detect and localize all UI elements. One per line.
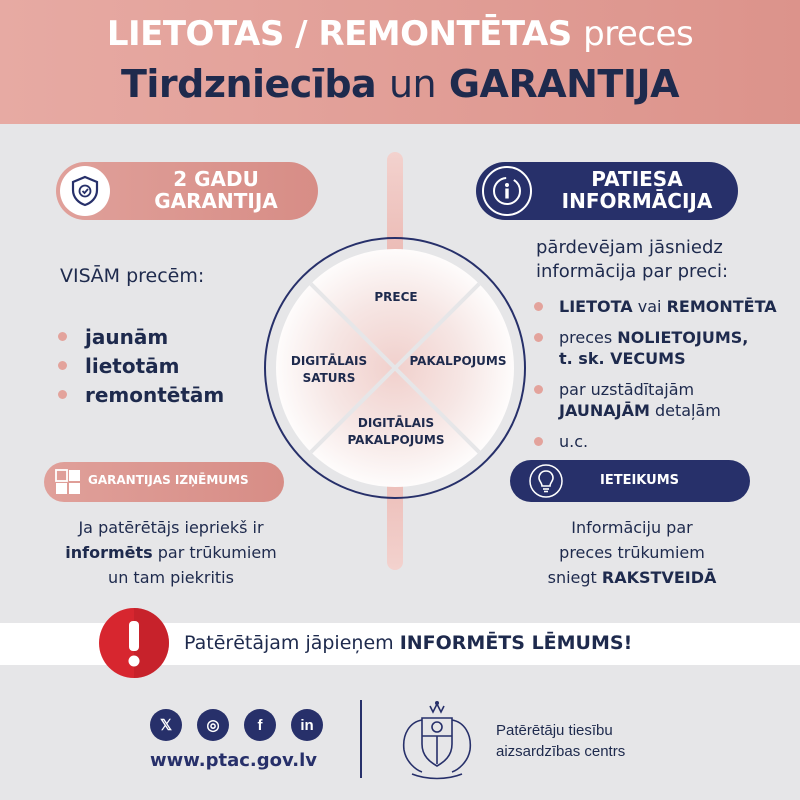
segment-goods: PRECE bbox=[374, 290, 418, 304]
exclamation-icon bbox=[98, 607, 170, 679]
list-item bbox=[58, 380, 224, 409]
text: detaļām bbox=[654, 401, 721, 420]
facebook-icon[interactable]: f bbox=[244, 709, 276, 741]
footer-divider bbox=[360, 700, 362, 778]
list-item-text: jaunām bbox=[85, 324, 169, 349]
bullet-icon bbox=[534, 437, 543, 446]
segment-services: PAKALPOJUMS bbox=[409, 354, 507, 368]
list-item bbox=[534, 296, 796, 317]
text: vai bbox=[637, 297, 662, 316]
linkedin-icon[interactable]: in bbox=[291, 709, 323, 741]
segment-text: SATURS bbox=[302, 371, 356, 385]
info-intro-1: pārdevējam jāsniedz bbox=[536, 237, 723, 258]
bold-text: t. sk. VECUMS bbox=[559, 349, 686, 368]
segment-text: DIGITĀLAIS bbox=[357, 416, 435, 430]
text: Patērētājam jāpieņem bbox=[184, 632, 394, 654]
note-line bbox=[512, 565, 752, 590]
bold-text: INFORMĒTS LĒMUMS! bbox=[399, 632, 633, 654]
warranty-intro: VISĀM precēm: bbox=[60, 265, 205, 287]
list-item-text: u.c. bbox=[559, 432, 589, 451]
info-list bbox=[534, 296, 796, 462]
bullet-icon bbox=[534, 333, 543, 342]
list-item-text: remontētām bbox=[85, 382, 225, 407]
list-item bbox=[534, 327, 796, 369]
bold-text: LIETOTA bbox=[559, 297, 633, 316]
text: par trūkumiem bbox=[157, 543, 277, 562]
bold-text: informēts bbox=[65, 543, 153, 562]
warranty-list bbox=[58, 322, 224, 409]
scope-circle bbox=[276, 249, 514, 487]
info-pill bbox=[476, 162, 738, 220]
warranty-title bbox=[126, 168, 306, 212]
note-line: Informāciju par bbox=[571, 518, 693, 537]
tip-pill bbox=[510, 460, 750, 502]
bold-text: RAKSTVEIDĀ bbox=[601, 568, 717, 587]
bullet-icon bbox=[534, 302, 543, 311]
title-line-1 bbox=[0, 14, 800, 54]
list-item-text bbox=[559, 296, 777, 317]
list-item bbox=[534, 379, 796, 421]
note-line: preces trūkumiem bbox=[559, 543, 705, 562]
subtitle-bold-a: Tirdzniecība bbox=[120, 62, 377, 106]
instagram-icon[interactable]: ◎ bbox=[197, 709, 229, 741]
note-line: Ja patērētājs iepriekš ir bbox=[78, 518, 264, 537]
org-line: Patērētāju tiesību bbox=[496, 722, 613, 739]
text: preces bbox=[559, 328, 613, 347]
bullet-icon bbox=[58, 332, 67, 341]
bold-text: REMONTĒTA bbox=[666, 297, 777, 316]
organization-name bbox=[496, 720, 625, 762]
tip-title: IETEIKUMS bbox=[600, 473, 680, 488]
bullet-icon bbox=[534, 385, 543, 394]
tip-note bbox=[512, 515, 752, 590]
info-title-2: INFORMĀCIJA bbox=[561, 189, 713, 213]
bullet-icon bbox=[58, 390, 67, 399]
list-item bbox=[58, 351, 224, 380]
list-item-text bbox=[559, 327, 748, 369]
subtitle-light: un bbox=[388, 62, 437, 106]
segment-text: DIGITĀLAIS bbox=[290, 354, 368, 368]
coat-of-arms-icon bbox=[392, 698, 482, 784]
info-cycle-icon bbox=[482, 166, 532, 216]
website-link[interactable]: www.ptac.gov.lv bbox=[150, 750, 317, 771]
org-line: aizsardzības centrs bbox=[496, 743, 626, 760]
text: par uzstādītajām bbox=[559, 380, 695, 399]
social-links bbox=[150, 709, 323, 741]
shield-check-icon bbox=[60, 166, 110, 216]
segment-digital-content bbox=[284, 353, 374, 387]
banner-text bbox=[184, 632, 632, 654]
bullet-icon bbox=[58, 361, 67, 370]
warranty-pill bbox=[56, 162, 318, 220]
warranty-title-1: 2 GADU bbox=[173, 167, 259, 191]
info-title-1: PATIESA bbox=[591, 167, 683, 191]
subtitle-bold-b: GARANTIJA bbox=[448, 62, 680, 106]
warranty-title-2: GARANTIJA bbox=[154, 189, 278, 213]
list-item bbox=[534, 431, 796, 452]
list-item-text: lietotām bbox=[85, 353, 180, 378]
lightbulb-icon bbox=[528, 463, 564, 499]
squares-icon bbox=[54, 468, 82, 496]
info-title bbox=[542, 168, 732, 212]
bold-text: NOLIETOJUMS, bbox=[617, 328, 749, 347]
title-light: preces bbox=[583, 14, 694, 54]
exceptions-title: GARANTIJAS IZŅĒMUMS bbox=[88, 473, 249, 487]
segment-text: PAKALPOJUMS bbox=[347, 433, 445, 447]
info-intro bbox=[536, 236, 786, 284]
x-icon[interactable]: 𝕏 bbox=[150, 709, 182, 741]
title-line-2 bbox=[0, 62, 800, 106]
note-line bbox=[36, 540, 306, 565]
exceptions-note bbox=[36, 515, 306, 590]
title-bold: LIETOTAS / REMONTĒTAS bbox=[106, 14, 572, 54]
bold-text: JAUNAJĀM bbox=[559, 401, 650, 420]
exceptions-pill bbox=[44, 462, 284, 502]
text: sniegt bbox=[547, 568, 597, 587]
info-intro-2: informācija par preci: bbox=[536, 261, 729, 282]
list-item-text bbox=[559, 379, 721, 421]
list-item bbox=[58, 322, 224, 351]
note-line: un tam piekritis bbox=[108, 568, 234, 587]
segment-digital-services bbox=[326, 415, 466, 449]
header-banner bbox=[0, 0, 800, 124]
